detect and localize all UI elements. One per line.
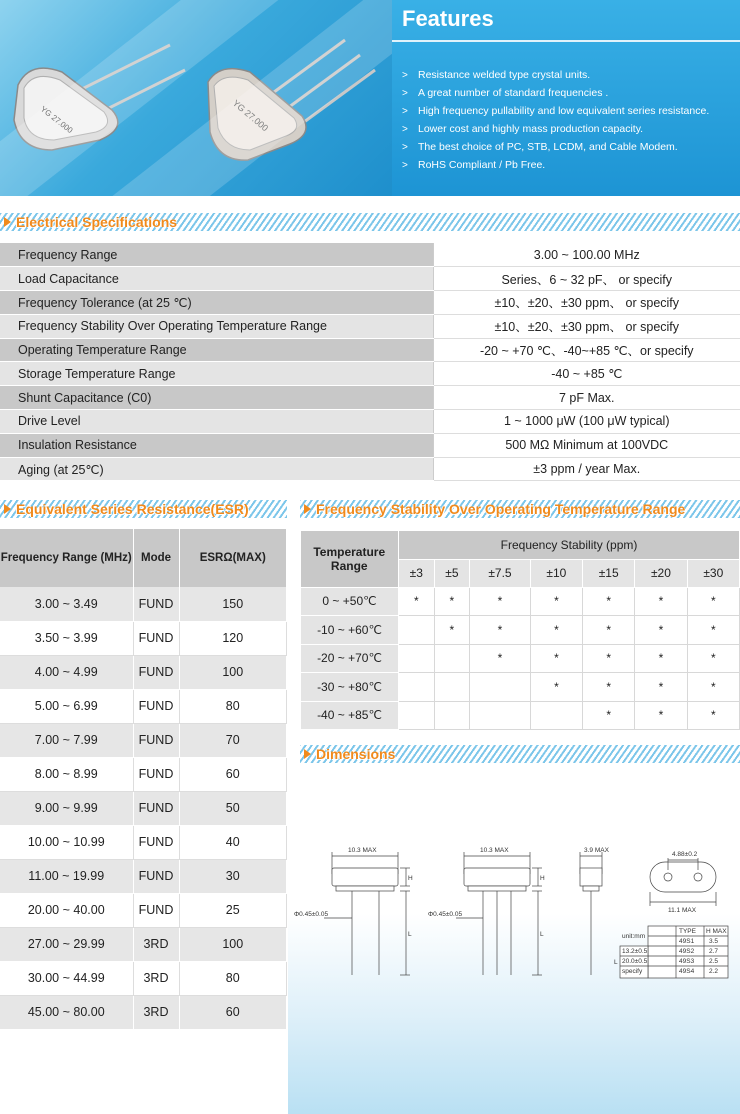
availability-mark: [470, 673, 531, 702]
table-row: [0, 927, 287, 961]
availability-mark: *: [470, 616, 531, 645]
lead-length-label: L: [408, 931, 412, 938]
esr-cell: 100: [179, 927, 287, 961]
bullet-icon: >: [402, 124, 408, 135]
esr-cell: 50: [179, 791, 287, 825]
height-label: H: [408, 875, 413, 882]
availability-mark: *: [583, 616, 635, 645]
crystal-photo: [0, 0, 392, 196]
electrical-specs-table: [0, 243, 740, 481]
esr-table-body: [0, 587, 287, 1029]
feature-item: > A great number of standard frequencies .: [402, 84, 709, 102]
temperature-range-cell: -10 ~ +60℃: [301, 616, 399, 645]
esr-cell: 70: [179, 723, 287, 757]
depth-dimension-label: 3.9 MAX: [584, 847, 609, 854]
svg-text:YG 27.000: YG 27.000: [230, 97, 271, 134]
frequency-range-cell: 45.00 ~ 80.00: [0, 995, 133, 1029]
stability-table: [300, 531, 740, 730]
svg-text:YG 27.000: YG 27.000: [38, 104, 75, 136]
features-title: Features: [402, 6, 494, 31]
spec-table-l-label: L: [614, 959, 618, 966]
availability-mark: [399, 644, 435, 673]
frequency-range-cell: 3.00 ~ 3.49: [0, 587, 133, 621]
product-banner: [0, 0, 740, 196]
availability-mark: *: [470, 644, 531, 673]
svg-text:2.2: 2.2: [709, 968, 719, 975]
table-row: Storage Temperature Range -40 ~ +85 ℃: [0, 362, 740, 386]
table-row: Frequency Stability Over Operating Temperature Range ±10、±20、±30 ppm、 or specify: [0, 314, 740, 338]
frequency-range-cell: 30.00 ~ 44.99: [0, 961, 133, 995]
availability-mark: *: [583, 644, 635, 673]
frequency-range-cell: 8.00 ~ 8.99: [0, 757, 133, 791]
svg-text:specify: specify: [622, 968, 643, 975]
availability-mark: *: [530, 673, 582, 702]
mode-cell: FUND: [133, 655, 179, 689]
table-row: [301, 673, 740, 702]
table-row: [0, 689, 287, 723]
bullet-icon: >: [402, 142, 408, 153]
table-header-row: [0, 529, 287, 587]
svg-text:49S1: 49S1: [679, 938, 695, 945]
esr-cell: 80: [179, 689, 287, 723]
mode-cell: FUND: [133, 893, 179, 927]
lead-diameter-label: Φ0.45±0.05: [294, 911, 329, 918]
availability-mark: *: [687, 644, 739, 673]
temperature-range-cell: -20 ~ +70℃: [301, 644, 399, 673]
esr-cell: 120: [179, 621, 287, 655]
availability-mark: *: [583, 701, 635, 730]
availability-mark: *: [530, 644, 582, 673]
availability-mark: [470, 701, 531, 730]
feature-item: > The best choice of PC, STB, LCDM, and Cable Modem.: [402, 138, 709, 156]
esr-cell: 40: [179, 825, 287, 859]
availability-mark: *: [635, 616, 687, 645]
table-row: [301, 616, 740, 645]
esr-cell: 80: [179, 961, 287, 995]
esr-cell: 100: [179, 655, 287, 689]
availability-mark: *: [470, 587, 531, 616]
frequency-range-cell: 9.00 ~ 9.99: [0, 791, 133, 825]
dimensions-section-header: [300, 745, 740, 763]
table-row: [0, 723, 287, 757]
table-row: [0, 757, 287, 791]
arrow-right-icon: [304, 504, 311, 514]
tolerance-header: ±20: [635, 559, 687, 587]
mode-cell: 3RD: [133, 995, 179, 1029]
mode-cell: 3RD: [133, 927, 179, 961]
frequency-range-cell: 7.00 ~ 7.99: [0, 723, 133, 757]
svg-text:2.5: 2.5: [709, 958, 719, 965]
temperature-range-cell: 0 ~ +50℃: [301, 587, 399, 616]
availability-mark: *: [687, 616, 739, 645]
electrical-section-title: Electrical Specifications: [16, 214, 178, 230]
svg-text:20.0±0.5: 20.0±0.5: [622, 958, 648, 965]
esr-cell: 60: [179, 995, 287, 1029]
mode-cell: FUND: [133, 723, 179, 757]
availability-mark: *: [687, 673, 739, 702]
features-panel: [392, 0, 740, 196]
esr-cell: 60: [179, 757, 287, 791]
stability-table-body: [301, 587, 740, 730]
electrical-section-header: [0, 213, 740, 231]
stability-section-title: Frequency Stability Over Operating Temperature Range: [316, 501, 686, 517]
features-list: [402, 66, 709, 174]
table-row: [0, 893, 287, 927]
availability-mark: *: [399, 587, 435, 616]
esr-table: [0, 529, 287, 1030]
table-row: [0, 995, 287, 1029]
table-row: Operating Temperature Range -20 ~ +70 ℃、-40~+85 ℃、or specify: [0, 338, 740, 362]
svg-text:2.7: 2.7: [709, 948, 719, 955]
svg-text:49S3: 49S3: [679, 958, 695, 965]
frequency-stability-header: Frequency Stability (ppm): [399, 531, 740, 559]
table-row: [0, 587, 287, 621]
column-header: Frequency Range (MHz): [0, 529, 133, 587]
lead-length-label: L: [540, 931, 544, 938]
tolerance-header: ±30: [687, 559, 739, 587]
frequency-range-cell: 20.00 ~ 40.00: [0, 893, 133, 927]
table-row: [0, 961, 287, 995]
column-header: Mode: [133, 529, 179, 587]
svg-text:49S4: 49S4: [679, 968, 695, 975]
column-header: ESRΩ(MAX): [179, 529, 287, 587]
table-row: Frequency Range 3.00 ~ 100.00 MHz: [0, 243, 740, 267]
mode-cell: FUND: [133, 689, 179, 723]
dimensions-drawing: [288, 840, 740, 1000]
spec-table-header: TYPE: [679, 928, 696, 935]
arrow-right-icon: [4, 217, 11, 227]
bullet-icon: >: [402, 88, 408, 99]
mode-cell: FUND: [133, 587, 179, 621]
mode-cell: FUND: [133, 757, 179, 791]
feature-item: > Lower cost and highly mass production capacity.: [402, 120, 709, 138]
feature-item: > RoHS Compliant / Pb Free.: [402, 156, 709, 174]
mode-cell: FUND: [133, 791, 179, 825]
tolerance-header: ±10: [530, 559, 582, 587]
arrow-right-icon: [304, 749, 311, 759]
esr-cell: 25: [179, 893, 287, 927]
availability-mark: *: [434, 616, 470, 645]
table-row: [0, 791, 287, 825]
esr-section-title: Equivalent Series Resistance(ESR): [16, 501, 249, 517]
table-row: Frequency Tolerance (at 25 ℃) ±10、±20、±30 ppm、 or specify: [0, 291, 740, 315]
frequency-range-cell: 3.50 ~ 3.99: [0, 621, 133, 655]
mode-cell: 3RD: [133, 961, 179, 995]
frequency-range-cell: 10.00 ~ 10.99: [0, 825, 133, 859]
temperature-range-cell: -40 ~ +85℃: [301, 701, 399, 730]
esr-cell: 30: [179, 859, 287, 893]
table-row: Load Capacitance Series、6 ~ 32 pF、 or specify: [0, 267, 740, 291]
table-row: Aging (at 25℃) ±3 ppm / year Max.: [0, 457, 740, 481]
frequency-range-cell: 27.00 ~ 29.99: [0, 927, 133, 961]
availability-mark: *: [583, 587, 635, 616]
temperature-range-header: Temperature Range: [301, 531, 399, 587]
unit-label: unit:mm: [622, 933, 646, 940]
frequency-range-cell: 5.00 ~ 6.99: [0, 689, 133, 723]
table-row: [0, 621, 287, 655]
features-divider: [392, 40, 740, 42]
availability-mark: *: [635, 701, 687, 730]
tolerance-header: ±5: [434, 559, 470, 587]
availability-mark: *: [530, 616, 582, 645]
frequency-range-cell: 4.00 ~ 4.99: [0, 655, 133, 689]
table-row: Insulation Resistance 500 MΩ Minimum at 100VDC: [0, 433, 740, 457]
svg-text:3.5: 3.5: [709, 938, 719, 945]
availability-mark: [434, 701, 470, 730]
bullet-icon: >: [402, 160, 408, 171]
availability-mark: [434, 644, 470, 673]
feature-item: > Resistance welded type crystal units.: [402, 66, 709, 84]
availability-mark: *: [687, 701, 739, 730]
table-row: [0, 655, 287, 689]
table-row: [0, 825, 287, 859]
availability-mark: *: [530, 587, 582, 616]
width-dimension-label: 10.3 MAX: [480, 847, 509, 854]
height-label: H: [540, 875, 545, 882]
availability-mark: *: [635, 587, 687, 616]
mode-cell: FUND: [133, 621, 179, 655]
mode-cell: FUND: [133, 825, 179, 859]
frequency-range-cell: 11.00 ~ 19.99: [0, 859, 133, 893]
svg-text:49S2: 49S2: [679, 948, 695, 955]
availability-mark: *: [434, 587, 470, 616]
availability-mark: [434, 673, 470, 702]
table-row: Shunt Capacitance (C0) 7 pF Max.: [0, 386, 740, 410]
spec-table-header: H MAX: [706, 928, 727, 935]
esr-cell: 150: [179, 587, 287, 621]
feature-item: > High frequency pullability and low equivalent series resistance.: [402, 102, 709, 120]
table-row: Drive Level 1 ~ 1000 μW (100 μW typical): [0, 410, 740, 434]
bullet-icon: >: [402, 106, 408, 117]
width-dimension-label: 10.3 MAX: [348, 847, 377, 854]
availability-mark: *: [583, 673, 635, 702]
temperature-range-cell: -30 ~ +80℃: [301, 673, 399, 702]
table-row: [0, 859, 287, 893]
svg-text:13.2±0.5: 13.2±0.5: [622, 948, 648, 955]
availability-mark: [399, 673, 435, 702]
availability-mark: *: [635, 673, 687, 702]
availability-mark: [530, 701, 582, 730]
table-row: [301, 587, 740, 616]
table-row: [301, 644, 740, 673]
tolerance-header: ±15: [583, 559, 635, 587]
pitch-dimension-label: 4.88±0.2: [672, 851, 698, 858]
arrow-right-icon: [4, 504, 11, 514]
mode-cell: FUND: [133, 859, 179, 893]
esr-section-header: [0, 500, 287, 518]
stability-section-header: [300, 500, 740, 518]
availability-mark: *: [687, 587, 739, 616]
availability-mark: *: [635, 644, 687, 673]
pad-dimension-label: 11.1 MAX: [668, 907, 697, 914]
tolerance-header: ±7.5: [470, 559, 531, 587]
table-header-row: [301, 531, 740, 559]
availability-mark: [399, 616, 435, 645]
availability-mark: [399, 701, 435, 730]
bullet-icon: >: [402, 70, 408, 81]
tolerance-header: ±3: [399, 559, 435, 587]
lead-diameter-label: Φ0.45±0.05: [428, 911, 463, 918]
table-row: [301, 701, 740, 730]
dimensions-section-title: Dimensions: [316, 746, 396, 762]
